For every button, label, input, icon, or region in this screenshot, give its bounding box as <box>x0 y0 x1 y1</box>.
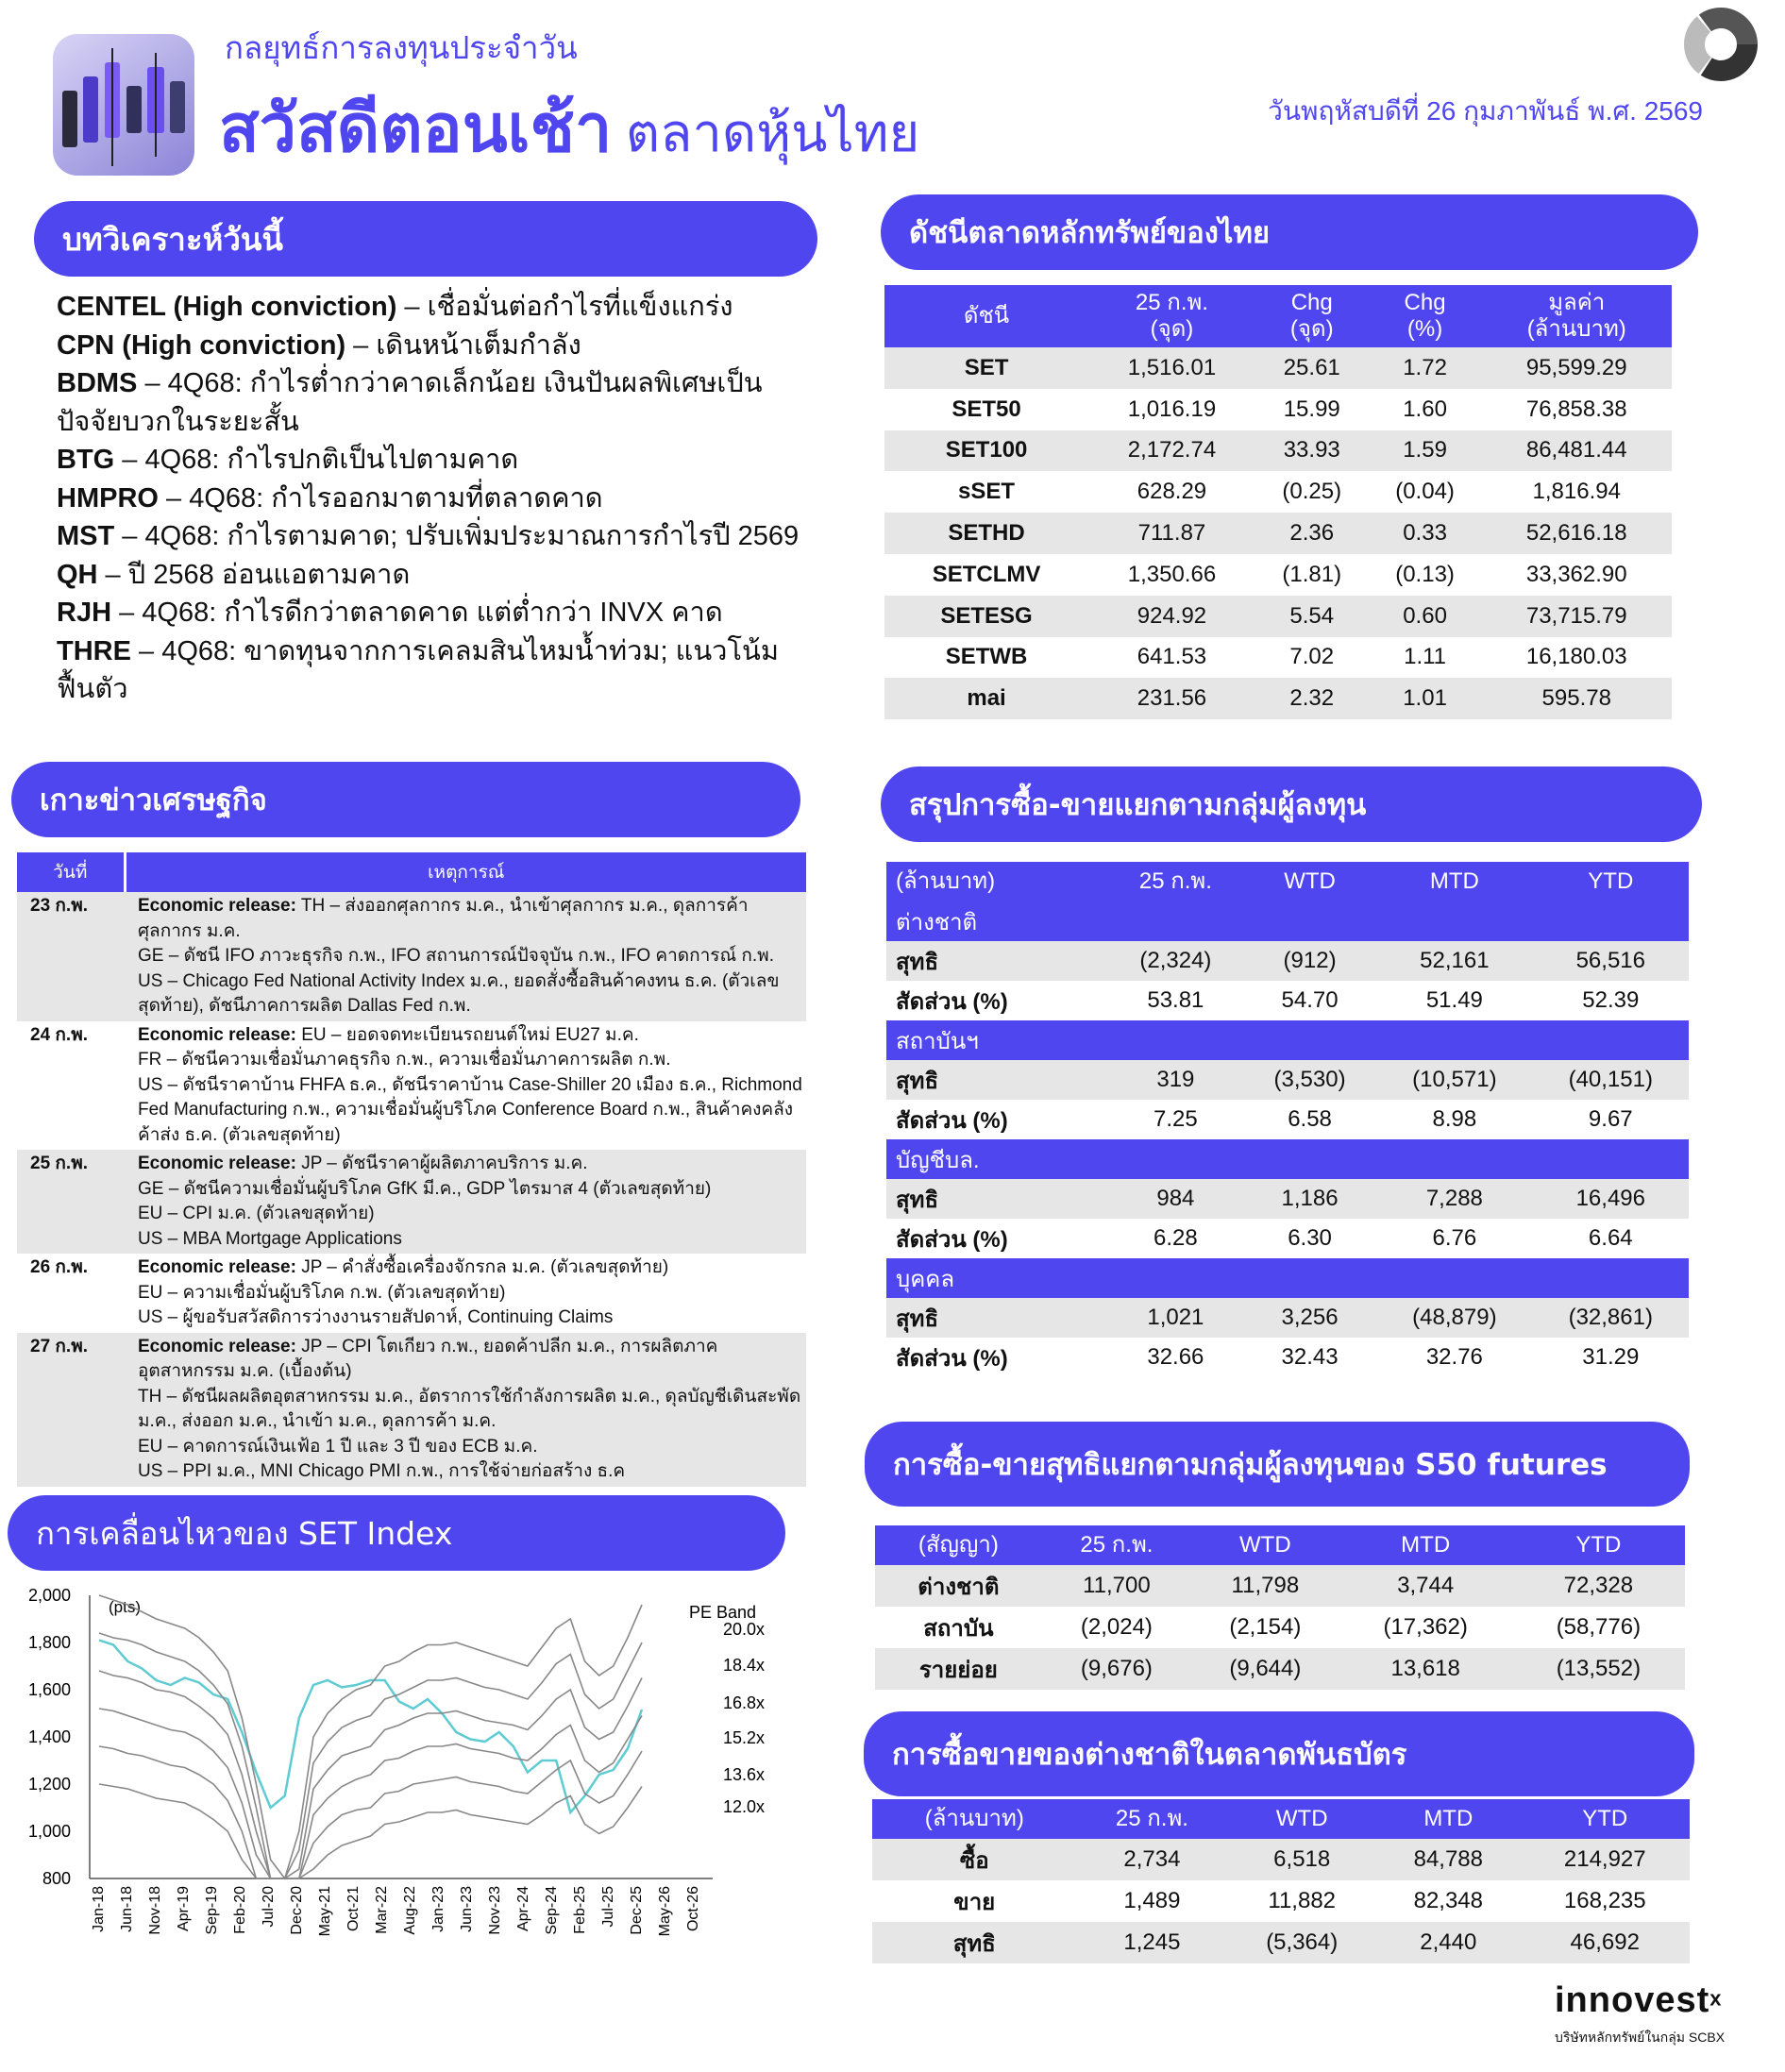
bonds-row-value: 82,348 <box>1413 1888 1483 1913</box>
chart-heading: การเคลื่อนไหวของ SET Index <box>8 1495 785 1571</box>
bonds-row-value: 11,882 <box>1268 1888 1337 1913</box>
pe-band-label: 18.4x <box>723 1656 766 1675</box>
flow-row <box>886 1219 1689 1258</box>
news-line: US – MBA Mortgage Applications <box>138 1228 402 1249</box>
news-release-label: Economic release: <box>138 1336 296 1356</box>
news-text: JP – CPI โตเกียว ก.พ., ยอดค้าปลีก ม.ค., การผลิตภาคอุตสาหกรรม ม.ค. (เบื้องต้น) <box>138 1336 718 1381</box>
flow-value: 32.76 <box>1425 1344 1483 1370</box>
bonds-row-value: 1,245 <box>1123 1929 1181 1955</box>
pe-band-line <box>99 1746 642 1878</box>
flow-row <box>886 1179 1689 1219</box>
flow-row-label: สุทธิ <box>896 1187 939 1213</box>
news-line <box>138 1152 802 1177</box>
index-value: 1,816.94 <box>1532 479 1621 505</box>
news-line: US – PPI ม.ค., MNI Chicago PMI ก.พ., การใช้จ่ายก่อสร้าง ธ.ค <box>138 1461 626 1481</box>
index-value: 628.29 <box>1137 479 1207 505</box>
news-line: GE – ดัชนี IFO ภาวะธุรกิจ ก.พ., IFO สถานการณ์ปัจจุบัน ก.พ., IFO คาดการณ์ ก.พ. <box>138 946 774 966</box>
brand-logo: innovest <box>1555 1980 1710 2020</box>
index-value: 641.53 <box>1137 644 1207 670</box>
pe-band-line <box>99 1784 642 1878</box>
bonds-row-label: ขาย <box>953 1889 996 1915</box>
news-date: 24 ก.พ. <box>30 1024 88 1045</box>
news-line: FR – ดัชนีความเชื่อมั่นภาคธุรกิจ ก.พ., ความเชื่อมั่นภาคการผลิต ก.พ. <box>138 1050 671 1070</box>
flow-col-header: YTD <box>1533 862 1689 901</box>
news-row <box>17 1150 806 1254</box>
header-title <box>219 76 919 180</box>
news-date: 26 ก.พ. <box>30 1257 88 1277</box>
indices-row <box>884 513 1672 554</box>
index-value: 86,481.44 <box>1525 437 1627 463</box>
news-line: US – ดัชนีราคาบ้าน FHFA ธ.ค., ดัชนีราคาบ้าน Case-Shiller 20 เมือง ธ.ค., Richmond Fed Manufacturing ก.พ., ความเชื่อมั่นผู้บริโภค Conference Board ก.พ., สินค้าคงคลังค้าส่ง ธ.ค. (ตัวเลขสุดท้าย) <box>138 1074 802 1145</box>
flow-group-name: สถาบันฯ <box>886 1020 1689 1060</box>
indices-col-header: มูลค่า (ล้านบาท) <box>1481 285 1672 347</box>
bonds-row-label: สุทธิ <box>952 1930 996 1957</box>
flow-value: 319 <box>1156 1067 1195 1092</box>
investor-flow-table <box>886 862 1689 1377</box>
flow-value: 16,496 <box>1575 1186 1645 1211</box>
indices-table <box>884 285 1672 719</box>
analysis-item: THRE – 4Q68: ขาดทุนจากการเคลมสินไหมน้ำท่วม; แนวโน้มฟื้นตัว <box>57 635 779 704</box>
futures-row-value: (13,552) <box>1556 1656 1642 1681</box>
futures-row <box>875 1607 1685 1648</box>
news-event <box>125 892 806 1021</box>
futures-row-label: ต่างชาติ <box>918 1574 1000 1600</box>
news-event <box>125 1333 806 1487</box>
analysis-item: MST – 4Q68: กำไรตามคาด; ปรับเพิ่มประมาณการกำไรปี 2569 <box>57 521 800 551</box>
index-value: 1.60 <box>1403 396 1447 422</box>
flow-value: 6.28 <box>1154 1225 1198 1251</box>
flow-value: 52,161 <box>1420 948 1490 973</box>
index-value: 15.99 <box>1283 396 1340 422</box>
news-line: US – ผู้ขอรับสวัสดิการว่างงานรายสัปดาห์, Continuing Claims <box>138 1307 614 1327</box>
analysis-item: CENTEL (High conviction) – เชื่อมั่นต่อกำไรที่แข็งแกร่ง <box>57 292 733 322</box>
futures-row-value: 11,700 <box>1083 1573 1151 1598</box>
flow-value: 984 <box>1156 1186 1195 1211</box>
futures-row-value: (58,776) <box>1556 1614 1642 1640</box>
futures-row <box>875 1565 1685 1607</box>
index-value: 1,516.01 <box>1127 354 1217 380</box>
header-date: วันพฤหัสบดีที่ 26 กุมภาพันธ์ พ.ศ. 2569 <box>1268 96 1703 126</box>
x-tick-label: Jan-18 <box>91 1886 107 1932</box>
pe-band-label: 12.0x <box>723 1797 766 1816</box>
x-tick-label: Feb-25 <box>572 1886 588 1934</box>
footer-tagline: บริษัทหลักทรัพย์ในกลุ่ม SCBX <box>1555 2030 1726 2045</box>
analysis-item: RJH – 4Q68: กำไรดีกว่าตลาดคาด แต่ต่ำกว่า INVX คาด <box>57 598 723 628</box>
flow-row-label: สุทธิ <box>896 949 939 975</box>
index-value: 0.60 <box>1403 602 1447 629</box>
analysis-item: QH – ปี 2568 อ่อนแอตามคาด <box>57 559 411 590</box>
header-subtitle: กลยุทธ์การลงทุนประจำวัน <box>225 30 578 65</box>
x-tick-label: Jun-23 <box>459 1886 475 1932</box>
flow-row <box>886 1338 1689 1377</box>
futures-col-header: 25 ก.พ. <box>1042 1525 1191 1565</box>
x-tick-label: Oct-26 <box>685 1886 701 1932</box>
futures-col-header: YTD <box>1512 1525 1685 1565</box>
flow-value: 9.67 <box>1588 1106 1633 1132</box>
flow-row <box>886 941 1689 981</box>
flow-group-name: บัญชีบล. <box>886 1139 1689 1179</box>
news-event <box>125 1150 806 1254</box>
x-tick-label: May-26 <box>657 1886 673 1937</box>
bonds-row-value: (5,364) <box>1266 1929 1339 1955</box>
flow-value: 56,516 <box>1575 948 1645 973</box>
pe-band-label: 16.8x <box>723 1693 766 1712</box>
indices-col-header: Chg (จุด) <box>1255 285 1369 347</box>
analysis-item: HMPRO – 4Q68: กำไรออกมาตามที่ตลาดคาด <box>57 482 603 514</box>
x-tick-label: Oct-21 <box>345 1886 362 1932</box>
x-tick-label: Apr-19 <box>176 1886 192 1932</box>
news-date: 23 ก.พ. <box>30 896 88 916</box>
flow-value: 7,288 <box>1425 1186 1483 1211</box>
news-release-label: Economic release: <box>138 896 296 916</box>
index-value: 25.61 <box>1283 354 1340 380</box>
investor-flow-heading: สรุปการซื้อ-ขายแยกตามกลุ่มผู้ลงทุน <box>881 766 1702 842</box>
futures-row-label: รายย่อย <box>918 1657 998 1683</box>
x-tick-label: May-21 <box>317 1886 333 1937</box>
index-value: (0.25) <box>1282 479 1342 505</box>
news-line: EU – ความเชื่อมั่นผู้บริโภค ก.พ. (ตัวเลขสุดท้าย) <box>138 1282 506 1303</box>
news-row <box>17 1021 806 1151</box>
flow-col-header: (ล้านบาท) <box>886 862 1108 901</box>
indices-col-header: Chg (%) <box>1369 285 1482 347</box>
news-release-label: Economic release: <box>138 1024 296 1045</box>
flow-value: (912) <box>1283 948 1337 973</box>
index-name: mai <box>967 685 1006 712</box>
bonds-row-value: 1,489 <box>1123 1888 1181 1913</box>
flow-row-label: สัดส่วน (%) <box>896 1107 1008 1134</box>
index-value: 231.56 <box>1137 685 1207 712</box>
bonds-row-value: 2,440 <box>1420 1929 1477 1955</box>
futures-row-value: 72,328 <box>1563 1573 1634 1598</box>
pe-band-label: 13.6x <box>723 1765 766 1784</box>
flow-value: (40,151) <box>1568 1067 1653 1092</box>
news-col-event: เหตุการณ์ <box>125 852 806 892</box>
bonds-row <box>872 1880 1690 1922</box>
x-tick-label: Mar-22 <box>374 1886 390 1934</box>
flow-row-label: สุทธิ <box>896 1068 939 1094</box>
bonds-row-value: 214,927 <box>1563 1846 1646 1872</box>
set-index-pe-chart <box>0 1576 802 1973</box>
header-title-sub: ตลาดหุ้นไทย <box>625 103 920 162</box>
news-line: GE – ดัชนีความเชื่อมั่นผู้บริโภค GfK มี.ค., GDP ไตรมาส 4 (ตัวเลขสุดท้าย) <box>138 1178 712 1199</box>
y-tick-label: 1,800 <box>27 1633 71 1652</box>
index-name: SETESG <box>940 602 1033 629</box>
y-tick-label: 1,600 <box>27 1680 71 1699</box>
index-value: 2.32 <box>1289 685 1335 712</box>
x-tick-label: Aug-22 <box>402 1886 418 1935</box>
x-tick-label: Sep-19 <box>204 1886 220 1935</box>
x-tick-label: Dec-25 <box>629 1886 645 1935</box>
index-value: 95,599.29 <box>1525 354 1627 380</box>
futures-row <box>875 1648 1685 1690</box>
flow-value: 7.25 <box>1154 1106 1198 1132</box>
y-axis-label: (pts) <box>109 1598 141 1616</box>
index-value: (1.81) <box>1282 561 1342 587</box>
news-date: 27 ก.พ. <box>30 1336 88 1356</box>
flow-value: 6.58 <box>1288 1106 1332 1132</box>
x-tick-label: Dec-20 <box>289 1886 305 1935</box>
news-heading: เกาะข่าวเศรษฐกิจ <box>11 762 800 837</box>
news-date: 25 ก.พ. <box>30 1154 88 1173</box>
news-line <box>138 1023 802 1049</box>
bonds-col-header: WTD <box>1227 1799 1376 1839</box>
y-tick-label: 1,200 <box>27 1775 71 1794</box>
analysis-heading: บทวิเคราะห์วันนี้ <box>34 201 817 277</box>
analysis-list <box>57 288 812 709</box>
brand-logo-x: x <box>1709 1986 1722 2011</box>
header-title-main: สวัสดีตอนเช้า <box>219 92 613 165</box>
bonds-col-header: MTD <box>1376 1799 1520 1839</box>
analysis-item: BTG – 4Q68: กำไรปกติเป็นไปตามคาด <box>57 445 519 475</box>
news-line: US – Chicago Fed National Activity Index ม.ค., ยอดสั่งซื้อสินค้าคงทน ธ.ค. (ตัวเลขสุดท้าย), ดัชนีภาคการผลิต Dallas Fed ก.พ. <box>138 970 780 1016</box>
y-tick-label: 1,000 <box>27 1822 71 1841</box>
futures-row-label: สถาบัน <box>923 1615 994 1642</box>
news-release-label: Economic release: <box>138 1154 296 1173</box>
flow-value: 51.49 <box>1425 987 1483 1013</box>
flow-value: 6.30 <box>1288 1225 1332 1251</box>
flow-value: 6.76 <box>1432 1225 1477 1251</box>
news-event <box>125 1254 806 1333</box>
x-tick-label: Sep-24 <box>544 1886 560 1935</box>
y-tick-label: 800 <box>42 1869 71 1888</box>
flow-value: 8.98 <box>1432 1106 1477 1132</box>
flow-value: 1,186 <box>1281 1186 1339 1211</box>
flow-value: (2,324) <box>1139 948 1212 973</box>
flow-value: (3,530) <box>1273 1067 1346 1092</box>
futures-table <box>875 1525 1685 1690</box>
flow-value: 31.29 <box>1582 1344 1640 1370</box>
pe-band-label: 15.2x <box>723 1728 766 1747</box>
news-line: EU – คาดการณ์เงินเฟ้อ 1 ปี และ 3 ปี ของ ECB ม.ค. <box>138 1436 538 1457</box>
news-row <box>17 1333 806 1487</box>
y-tick-label: 1,400 <box>27 1727 71 1746</box>
index-value: 7.02 <box>1289 644 1335 670</box>
news-line <box>138 1255 802 1281</box>
x-tick-label: Jun-18 <box>119 1886 135 1932</box>
y-tick-label: 2,000 <box>27 1586 71 1605</box>
news-event <box>125 1021 806 1151</box>
futures-row-value: 3,744 <box>1397 1573 1455 1598</box>
news-row <box>17 892 806 1021</box>
news-row <box>17 1254 806 1333</box>
futures-row-value: 13,618 <box>1390 1656 1460 1681</box>
flow-row-label: สัดส่วน (%) <box>896 1226 1008 1253</box>
index-value: 924.92 <box>1137 602 1207 629</box>
flow-col-header: MTD <box>1376 862 1532 901</box>
index-value: 1.11 <box>1404 644 1447 670</box>
flow-group-row <box>886 901 1689 941</box>
index-value: 2.36 <box>1289 520 1335 547</box>
index-name: SETCLMV <box>932 561 1041 587</box>
index-name: sSET <box>958 479 1016 505</box>
indices-row <box>884 430 1672 472</box>
indices-row <box>884 347 1672 389</box>
indices-row <box>884 596 1672 637</box>
news-table <box>17 852 806 1487</box>
bonds-table <box>872 1799 1690 1963</box>
index-value: 1.72 <box>1403 354 1447 380</box>
news-text: TH – ส่งออกศุลกากร ม.ค., นำเข้าศุลกากร ม.ค., ดุลการค้าศุลกากร ม.ค. <box>138 896 749 941</box>
bonds-row-value: 6,518 <box>1273 1846 1331 1872</box>
x-tick-label: Jul-20 <box>261 1886 277 1928</box>
flow-group-name: ต่างชาติ <box>886 901 1689 941</box>
flow-value: 32.43 <box>1281 1344 1339 1370</box>
index-name: SETWB <box>945 644 1028 670</box>
pe-band-title: PE Band <box>689 1603 757 1622</box>
news-text: EU – ยอดจดทะเบียนรถยนต์ใหม่ EU27 ม.ค. <box>295 1024 639 1045</box>
pe-band-line <box>99 1633 642 1878</box>
index-value: 1,350.66 <box>1127 561 1217 587</box>
x-tick-label: Nov-23 <box>487 1886 503 1935</box>
flow-value: 6.64 <box>1588 1225 1633 1251</box>
index-value: 52,616.18 <box>1525 520 1627 547</box>
futures-heading: การซื้อ-ขายสุทธิแยกตามกลุ่มผู้ลงทุนของ S50 futures <box>865 1422 1690 1507</box>
futures-row-value: (2,154) <box>1229 1614 1302 1640</box>
bonds-row-value: 84,788 <box>1413 1846 1483 1872</box>
bonds-heading: การซื้อขายของต่างชาติในตลาดพันธบัตร <box>864 1711 1694 1796</box>
indices-row <box>884 389 1672 430</box>
news-col-date: วันที่ <box>17 852 125 892</box>
index-name: SET100 <box>945 437 1028 463</box>
flow-row-label: สัดส่วน (%) <box>896 1345 1008 1372</box>
flow-row <box>886 1060 1689 1100</box>
futures-row-value: (9,644) <box>1229 1656 1302 1681</box>
flow-col-header: WTD <box>1243 862 1376 901</box>
flow-group-name: บุคคล <box>886 1258 1689 1298</box>
x-tick-label: Nov-18 <box>147 1886 163 1935</box>
news-line <box>138 894 802 944</box>
futures-col-header: WTD <box>1191 1525 1339 1565</box>
futures-row-value: (17,362) <box>1383 1614 1468 1640</box>
flow-value: 1,021 <box>1147 1305 1204 1330</box>
flow-group-row <box>886 1139 1689 1179</box>
corner-donut-icon <box>1680 4 1761 89</box>
bonds-row-value: 168,235 <box>1563 1888 1646 1913</box>
x-tick-label: Jul-25 <box>600 1886 616 1928</box>
index-value: 711.87 <box>1137 520 1206 547</box>
flow-value: (32,861) <box>1568 1305 1653 1330</box>
flow-group-row <box>886 1258 1689 1298</box>
flow-value: 54.70 <box>1281 987 1339 1013</box>
flow-col-header: 25 ก.พ. <box>1108 862 1243 901</box>
index-value: 2,172.74 <box>1127 437 1217 463</box>
index-name: SETHD <box>948 520 1025 547</box>
flow-value: 53.81 <box>1147 987 1204 1013</box>
futures-row-value: (2,024) <box>1080 1614 1153 1640</box>
header-logo-image <box>53 34 194 176</box>
bonds-col-header: 25 ก.พ. <box>1077 1799 1228 1839</box>
index-value: (0.04) <box>1395 479 1455 505</box>
bonds-col-header: (ล้านบาท) <box>872 1799 1077 1839</box>
flow-value: 3,256 <box>1281 1305 1339 1330</box>
flow-group-row <box>886 1020 1689 1060</box>
bonds-row <box>872 1839 1690 1880</box>
futures-row-value: (9,676) <box>1080 1656 1153 1681</box>
index-value: 595.78 <box>1541 685 1611 712</box>
news-line: TH – ดัชนีผลผลิตอุตสาหกรรม ม.ค., อัตราการใช้กำลังการผลิต ม.ค., ดุลบัญชีเดินสะพัด ม.ค., ส่งออก ม.ค., นำเข้า ม.ค., ดุลการค้า ม.ค. <box>138 1386 801 1431</box>
indices-row <box>884 637 1672 679</box>
pe-band-line <box>99 1709 642 1878</box>
index-value: 33,362.90 <box>1525 561 1627 587</box>
news-text: JP – คำสั่งซื้อเครื่องจักรกล ม.ค. (ตัวเลขสุดท้าย) <box>295 1257 669 1277</box>
footer-brand <box>1555 1980 1722 2021</box>
x-tick-label: Feb-20 <box>232 1886 248 1934</box>
flow-value: (48,879) <box>1412 1305 1497 1330</box>
indices-row <box>884 471 1672 513</box>
index-value: (0.13) <box>1395 561 1455 587</box>
pe-band-label: 20.0x <box>723 1620 766 1639</box>
flow-value: (10,571) <box>1412 1067 1497 1092</box>
index-value: 76,858.38 <box>1525 396 1627 422</box>
flow-row-label: สัดส่วน (%) <box>896 988 1008 1015</box>
index-value: 33.93 <box>1283 437 1340 463</box>
indices-col-header: ดัชนี <box>884 285 1088 347</box>
bonds-row-label: ซื้อ <box>959 1847 989 1874</box>
news-line <box>138 1335 802 1385</box>
news-text: JP – ดัชนีราคาผู้ผลิตภาคบริการ ม.ค. <box>295 1154 588 1173</box>
flow-row <box>886 981 1689 1020</box>
news-line: EU – CPI ม.ค. (ตัวเลขสุดท้าย) <box>138 1204 375 1223</box>
x-tick-label: Jan-23 <box>430 1886 446 1932</box>
flow-row <box>886 1298 1689 1338</box>
futures-col-header: (สัญญา) <box>875 1525 1042 1565</box>
futures-col-header: MTD <box>1339 1525 1512 1565</box>
analysis-item: CPN (High conviction) – เดินหน้าเต็มกำลัง <box>57 329 581 361</box>
index-value: 0.33 <box>1403 520 1447 547</box>
bonds-row-value: 46,692 <box>1570 1929 1640 1955</box>
set-index-line <box>99 1641 642 1813</box>
flow-value: 52.39 <box>1582 987 1640 1013</box>
bonds-row-value: 2,734 <box>1123 1846 1181 1872</box>
indices-row <box>884 554 1672 596</box>
index-name: SET <box>964 354 1009 380</box>
indices-row <box>884 678 1672 719</box>
indices-heading: ดัชนีตลาดหลักทรัพย์ของไทย <box>881 194 1698 270</box>
index-value: 73,715.79 <box>1525 602 1627 629</box>
index-value: 16,180.03 <box>1525 644 1627 670</box>
index-value: 1.01 <box>1403 685 1447 712</box>
flow-value: 32.66 <box>1147 1344 1204 1370</box>
bonds-row <box>872 1922 1690 1963</box>
index-value: 1.59 <box>1403 437 1447 463</box>
index-name: SET50 <box>951 396 1021 422</box>
x-tick-label: Apr-24 <box>515 1886 531 1932</box>
indices-col-header: 25 ก.พ. (จุด) <box>1088 285 1255 347</box>
futures-row-value: 11,798 <box>1231 1573 1300 1598</box>
news-release-label: Economic release: <box>138 1257 296 1277</box>
bonds-col-header: YTD <box>1521 1799 1690 1839</box>
flow-row-label: สุทธิ <box>896 1306 939 1332</box>
index-value: 1,016.19 <box>1127 396 1217 422</box>
flow-row <box>886 1100 1689 1139</box>
analysis-item: BDMS – 4Q68: กำไรต่ำกว่าคาดเล็กน้อย เงินปันผลพิเศษเป็นปัจจัยบวกในระยะสั้น <box>57 368 763 437</box>
index-value: 5.54 <box>1289 602 1335 629</box>
